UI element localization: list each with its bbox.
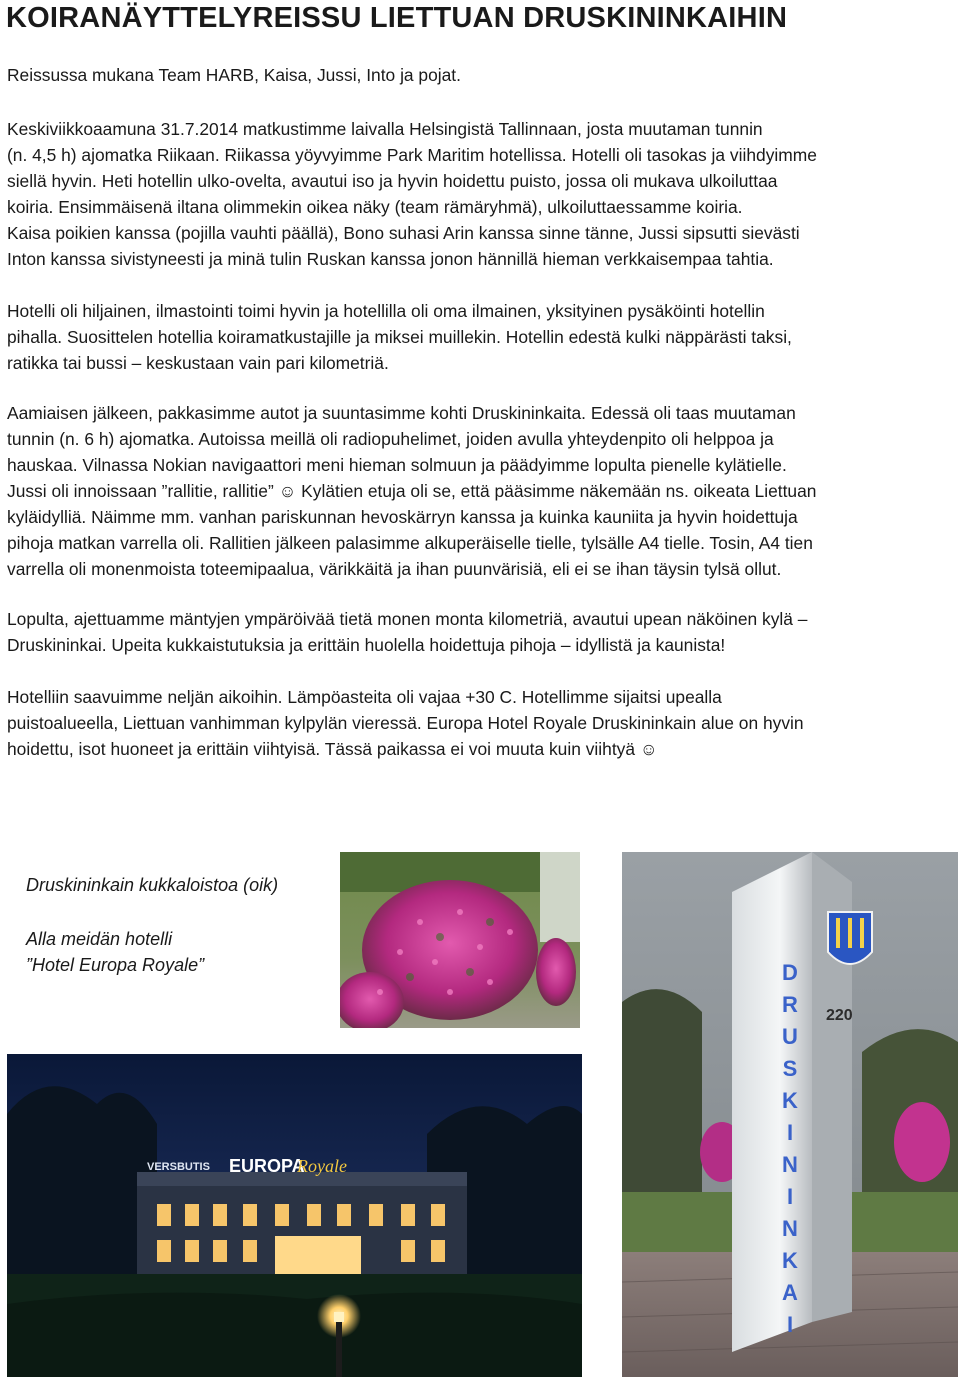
text-line: kyläidylliä. Näimme mm. vanhan pariskunnan hevoskärryn kanssa ja kuinka kauniita ja hyvin hoidettuja — [7, 507, 798, 527]
paragraph-riga — [7, 116, 955, 272]
town-sign-year: 220 — [826, 1007, 853, 1024]
town-sign-letter: A — [782, 1280, 798, 1305]
paragraph-drive — [7, 400, 955, 582]
town-sign-letter: S — [782, 1056, 798, 1081]
text-line: Hotelliin saavuimme neljän aikoihin. Lämpöasteita oli vajaa +30 C. Hotellimme sijaitsi upealla — [7, 687, 722, 707]
town-sign-letter: N — [782, 1152, 798, 1177]
town-sign-photo — [622, 852, 958, 1377]
hotel-sign-royale: Royale — [297, 1156, 347, 1176]
paragraph-arrival — [7, 606, 955, 658]
caption-flowers: Druskininkain kukkaloistoa (oik) — [26, 875, 279, 895]
text-line: siellä hyvin. Heti hotellin ulko-ovelta, avautui iso ja hyvin hoidettu puisto, jossa oli mukava ulkoiluttaa — [7, 171, 778, 191]
hotel-photo — [7, 1054, 582, 1377]
town-sign-letter: I — [786, 1312, 794, 1337]
text-line: Druskininkai. Upeita kukkaistutuksia ja erittäin huolella hoidettuja pihoja – idyllistä ja kaunista! — [7, 635, 726, 655]
text-line: pihalla. Suosittelen hotellia koiramatkustajille ja miksei muillekin. Hotellin edestä kulki näppärästi taksi, — [7, 327, 792, 347]
text-line: Hotelli oli hiljainen, ilmastointi toimi hyvin ja hotellilla oli oma ilmainen, yksityinen pysäköinti hotellin — [7, 301, 765, 321]
text-line: ratikka tai bussi – keskustaan vain pari kilometriä. — [7, 353, 389, 373]
text-line: puistoalueella, Liettuan vanhimman kylpylän vieressä. Europa Hotel Royale Druskininkain alue on hyvin — [7, 713, 804, 733]
text-line: pihoja matkan varrella oli. Rallitien jälkeen palasimme alkuperäiselle tielle, tylsälle A4 tielle. Tosin, A4 tien — [7, 533, 813, 553]
text-line: Inton kanssa sivistyneesti ja minä tulin Ruskan kanssa jonon hännillä hieman verkkaisempaa tahtia. — [7, 249, 774, 269]
crew-paragraph: Reissussa mukana Team HARB, Kaisa, Jussi, Into ja pojat. — [7, 65, 461, 85]
town-sign-letter: N — [782, 1216, 798, 1241]
text-line: hauskaa. Vilnassa Nokian navigaattori meni hieman solmuun ja päädyimme lopulta pienelle kylätielle. — [7, 455, 787, 475]
page-title: KOIRANÄYTTELYREISSU LIETTUAN DRUSKININKAIHIN — [6, 2, 788, 34]
text-line: Aamiaisen jälkeen, pakkasimme autot ja suuntasimme kohti Druskininkaita. Edessä oli taas muutaman — [7, 403, 796, 423]
text-line: koiria. Ensimmäisenä iltana olimmekin oikea näky (team rämäryhmä), ulkoiluttaessamme koiria. — [7, 197, 743, 217]
text-line: Keskiviikkoaamuna 31.7.2014 matkustimme laivalla Helsingistä Tallinnaan, josta muutaman tunnin — [7, 119, 763, 139]
town-sign-letter: I — [786, 1120, 794, 1145]
caption-hotel: Alla meidän hotelli — [26, 929, 173, 949]
town-sign-letter: I — [786, 1184, 794, 1209]
town-sign-letter: U — [782, 1024, 798, 1049]
text-line: Kaisa poikien kanssa (pojilla vauhti päällä), Bono suhasi Arin kanssa sinne tänne, Jussi sipsutti sievästi — [7, 223, 800, 243]
town-sign-letter: K — [782, 1248, 798, 1273]
text-line: hoidettu, isot huoneet ja erittäin viihtyisä. Tässä paikassa ei voi muuta kuin viihtyä ☺ — [7, 739, 658, 759]
caption-hotel-name: ”Hotel Europa Royale” — [26, 955, 205, 975]
town-sign-letter: R — [782, 992, 798, 1017]
town-sign-letter: K — [782, 1088, 798, 1113]
text-line: (n. 4,5 h) ajomatka Riikaan. Riikassa yöyvyimme Park Maritim hotellissa. Hotelli oli tasokas ja viihdyimme — [7, 145, 817, 165]
flowers-photo — [340, 852, 580, 1028]
hotel-sign-left: VERSBUTIS — [147, 1161, 210, 1173]
town-sign-letter: D — [782, 960, 798, 985]
text-line: Lopulta, ajettuamme mäntyjen ympäröivää tietä monen monta kilometriä, avautui upean näköinen kylä – — [7, 609, 808, 629]
text-line: Jussi oli innoissaan ”rallitie, rallitie” ☺ Kylätien etuja oli se, että pääsimme näkemään ns. oikeata Liettuan — [7, 481, 817, 501]
text-line: varrella oli monenmoista toteemipaalua, värikkäitä ja ihan puunvärisiä, eli ei se ihan täysin tylsä ollut. — [7, 559, 782, 579]
text-line: tunnin (n. 6 h) ajomatka. Autoissa meillä oli radiopuhelimet, joiden avulla yhteydenpito oli helppoa ja — [7, 429, 774, 449]
hotel-sign: EUROPA — [229, 1156, 305, 1176]
paragraph-hotel-riga — [7, 298, 955, 376]
paragraph-hotel-druskininkai — [7, 684, 955, 762]
